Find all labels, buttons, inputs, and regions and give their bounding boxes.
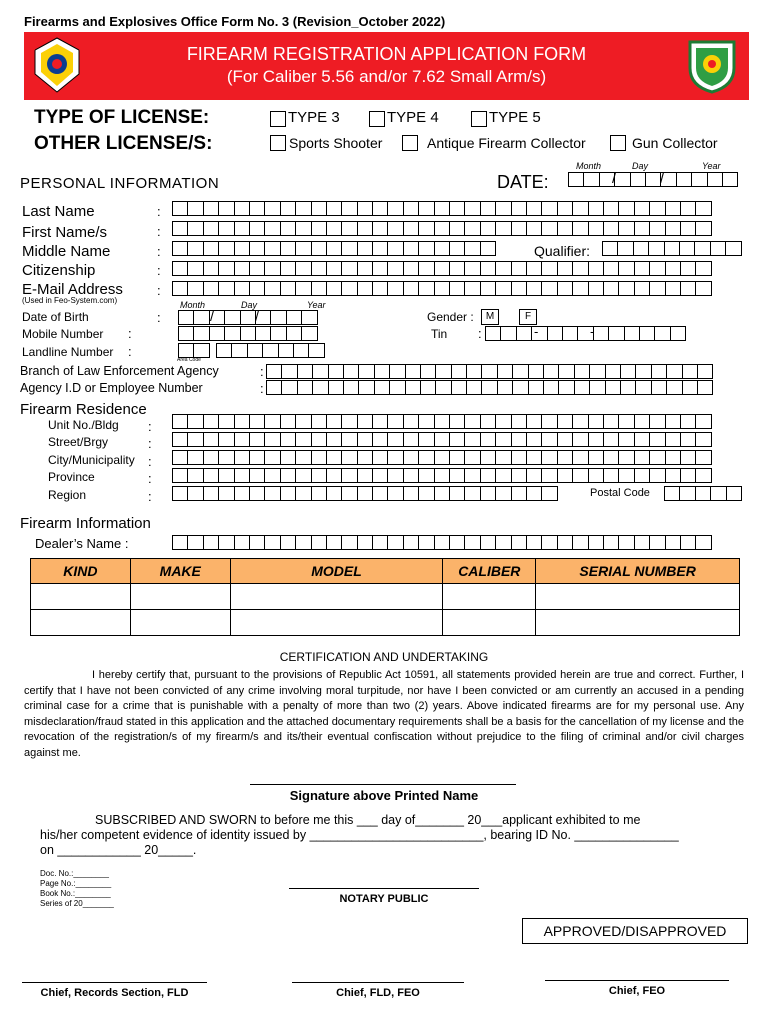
type-of-license-label: TYPE OF LICENSE: bbox=[34, 107, 210, 128]
colon: : bbox=[260, 381, 264, 396]
area-code-boxes[interactable] bbox=[178, 343, 209, 358]
mobile-label: Mobile Number bbox=[22, 327, 104, 341]
make-cell[interactable] bbox=[130, 584, 230, 610]
agency-id-label: Agency I.D or Employee Number bbox=[20, 381, 203, 395]
gun-collector-checkbox[interactable] bbox=[610, 135, 626, 151]
type4-label: TYPE 4 bbox=[387, 109, 439, 126]
gun-collector-label: Gun Collector bbox=[632, 135, 718, 151]
dob-slash-1: / bbox=[210, 308, 214, 324]
colon: : bbox=[157, 204, 161, 219]
serial-cell[interactable] bbox=[536, 610, 740, 636]
approved-disapproved-box: APPROVED/DISAPPROVED bbox=[522, 918, 748, 944]
street-boxes[interactable] bbox=[172, 432, 711, 447]
city-boxes[interactable] bbox=[172, 450, 711, 465]
sworn-line-3: on ____________ 20_____. bbox=[40, 843, 197, 857]
sports-shooter-label: Sports Shooter bbox=[289, 135, 383, 151]
tin-boxes[interactable] bbox=[485, 326, 685, 341]
sworn-line-1: SUBSCRIBED AND SWORN to before me this ___ day of_______ 20___applicant exhibited to me bbox=[95, 813, 641, 827]
dob-month-caption: Month bbox=[180, 300, 206, 310]
citizenship-boxes[interactable] bbox=[172, 261, 711, 276]
table-row bbox=[31, 584, 740, 610]
col-serial: SERIAL NUMBER bbox=[536, 559, 740, 584]
firearm-info-heading: Firearm Information bbox=[20, 515, 151, 532]
unit-boxes[interactable] bbox=[172, 414, 711, 429]
kind-cell[interactable] bbox=[31, 584, 131, 610]
date-month-caption: Month bbox=[576, 161, 602, 171]
postal-code-boxes[interactable] bbox=[664, 486, 741, 501]
records-signature-line bbox=[22, 982, 207, 983]
date-slash-1: / bbox=[612, 170, 617, 187]
chief-records-label: Chief, Records Section, FLD bbox=[40, 987, 189, 999]
page-no: Page No.:________ bbox=[40, 879, 112, 888]
type5-label: TYPE 5 bbox=[489, 109, 541, 126]
caliber-cell[interactable] bbox=[443, 610, 536, 636]
dob-day-caption: Day bbox=[241, 300, 258, 310]
notary-label: NOTARY PUBLIC bbox=[339, 893, 429, 905]
date-boxes[interactable] bbox=[568, 172, 737, 187]
dob-slash-2: / bbox=[255, 308, 259, 324]
agency-id-boxes[interactable] bbox=[266, 380, 712, 395]
type3-label: TYPE 3 bbox=[288, 109, 340, 126]
antique-collector-checkbox[interactable] bbox=[402, 135, 418, 151]
other-license-label: OTHER LICENSE/S: bbox=[34, 133, 213, 154]
sports-shooter-checkbox[interactable] bbox=[270, 135, 286, 151]
date-label: DATE: bbox=[497, 172, 549, 192]
col-make: MAKE bbox=[130, 559, 230, 584]
kind-cell[interactable] bbox=[31, 610, 131, 636]
antique-collector-label: Antique Firearm Collector bbox=[427, 135, 586, 151]
col-kind: KIND bbox=[31, 559, 131, 584]
gender-f-box[interactable]: F bbox=[519, 309, 537, 325]
province-label: Province bbox=[48, 470, 95, 484]
dob-boxes[interactable] bbox=[178, 310, 317, 325]
feo-signature-line bbox=[545, 980, 729, 981]
colon: : bbox=[148, 454, 152, 469]
date-day-caption: Day bbox=[632, 161, 649, 171]
header-banner bbox=[24, 32, 749, 100]
landline-label: Landline Number bbox=[22, 345, 114, 359]
first-name-label: First Name/s bbox=[22, 224, 108, 241]
city-label: City/Municipality bbox=[48, 453, 135, 467]
colon: : bbox=[157, 263, 161, 278]
first-name-boxes[interactable] bbox=[172, 221, 711, 236]
form-title: FIREARM REGISTRATION APPLICATION FORM bbox=[186, 44, 587, 64]
certification-body: I hereby certify that, pursuant to the provisions of Republic Act 10591, all statements provided herein are true and correct. Further, I certify that I have not been convicted of any crime involving moral turpitude, nor have I been convicted or am currently an accused in a pending criminal case for a crime that is punishable with a penalty of more than two (2) years. Above indicated firearms are for my personal use. Any misdeclaration/fraud stated in this application and the attached documentary requirements shall be a basis for the cancellation of my license and the revocation of the registration/s of my firearm/s and its/their eventual confiscation without prejudice to the filing of criminal and/or civil charges against me. bbox=[24, 669, 744, 759]
caliber-cell[interactable] bbox=[443, 584, 536, 610]
col-caliber: CALIBER bbox=[443, 559, 536, 584]
last-name-label: Last Name bbox=[22, 203, 95, 220]
colon: : bbox=[148, 489, 152, 504]
firearm-table bbox=[30, 558, 740, 636]
tin-label: Tin bbox=[431, 327, 448, 341]
dob-year-caption: Year bbox=[307, 300, 326, 310]
sworn-line-2: his/her competent evidence of identity issued by _________________________, bearing ID No. _______________ bbox=[40, 828, 679, 842]
mobile-boxes[interactable] bbox=[178, 326, 317, 341]
colon: : bbox=[128, 326, 132, 341]
date-year-caption: Year bbox=[702, 161, 721, 171]
fld-signature-line bbox=[292, 982, 464, 983]
middle-name-boxes[interactable] bbox=[172, 241, 495, 256]
branch-label: Branch of Law Enforcement Agency bbox=[20, 364, 219, 378]
email-label: E-Mail Address bbox=[22, 281, 123, 298]
landline-boxes[interactable] bbox=[216, 343, 324, 358]
chief-feo-label: Chief, FEO bbox=[608, 985, 666, 997]
unit-label: Unit No./Bldg bbox=[48, 418, 119, 432]
doc-no: Doc. No.:________ bbox=[40, 869, 109, 878]
gender-label: Gender : bbox=[427, 310, 474, 324]
area-code-caption: Area Code bbox=[177, 357, 201, 363]
colon: : bbox=[260, 364, 264, 379]
form-subtitle: (For Caliber 5.56 and/or 7.62 Small Arm/s) bbox=[226, 67, 547, 86]
type4-checkbox[interactable] bbox=[369, 111, 385, 127]
email-note: (Used in Feo-System.com) bbox=[22, 296, 118, 305]
feo-seal-icon bbox=[686, 38, 738, 94]
notary-line bbox=[289, 888, 479, 889]
chief-fld-label: Chief, FLD, FEO bbox=[336, 987, 420, 999]
street-label: Street/Brgy bbox=[48, 435, 109, 449]
certification-title: CERTIFICATION AND UNDERTAKING bbox=[279, 650, 489, 664]
dealer-label: Dealer’s Name : bbox=[35, 536, 129, 551]
region-boxes[interactable] bbox=[172, 486, 557, 501]
postal-code-label: Postal Code bbox=[590, 487, 650, 499]
personal-info-heading: PERSONAL INFORMATION bbox=[20, 175, 220, 192]
tin-dash-1: - bbox=[534, 324, 539, 339]
signature-label: Signature above Printed Name bbox=[289, 788, 479, 803]
colon: : bbox=[157, 224, 161, 239]
dealer-boxes[interactable] bbox=[172, 535, 711, 550]
middle-name-label: Middle Name bbox=[22, 243, 111, 260]
model-cell[interactable] bbox=[230, 610, 443, 636]
gender-m-box[interactable]: M bbox=[481, 309, 499, 325]
province-boxes[interactable] bbox=[172, 468, 711, 483]
colon: : bbox=[157, 283, 161, 298]
make-cell[interactable] bbox=[130, 610, 230, 636]
dob-label: Date of Birth bbox=[22, 310, 89, 324]
book-no: Book No.:________ bbox=[40, 889, 111, 898]
residence-heading: Firearm Residence bbox=[20, 401, 147, 418]
series-no: Series of 20_______ bbox=[40, 899, 114, 908]
colon: : bbox=[148, 419, 152, 434]
serial-cell[interactable] bbox=[536, 584, 740, 610]
colon: : bbox=[157, 310, 161, 325]
type3-checkbox[interactable] bbox=[270, 111, 286, 127]
colon: : bbox=[148, 436, 152, 451]
colon: : bbox=[478, 326, 482, 341]
table-row bbox=[31, 610, 740, 636]
colon: : bbox=[128, 344, 132, 359]
branch-boxes[interactable] bbox=[266, 364, 712, 379]
signature-line bbox=[250, 784, 516, 785]
tin-dash-2: - bbox=[590, 324, 595, 339]
colon: : bbox=[148, 471, 152, 486]
type5-checkbox[interactable] bbox=[471, 111, 487, 127]
qualifier-boxes[interactable] bbox=[602, 241, 741, 256]
email-boxes[interactable] bbox=[172, 281, 711, 296]
form-number: Firearms and Explosives Office Form No. 3 (Revision_October 2022) bbox=[24, 14, 446, 29]
last-name-boxes[interactable] bbox=[172, 201, 711, 216]
date-slash-2: / bbox=[660, 170, 665, 187]
model-cell[interactable] bbox=[230, 584, 443, 610]
col-model: MODEL bbox=[230, 559, 443, 584]
qualifier-label: Qualifier: bbox=[534, 243, 591, 259]
citizenship-label: Citizenship bbox=[22, 262, 96, 279]
region-label: Region bbox=[48, 488, 87, 502]
colon: : bbox=[157, 244, 161, 259]
